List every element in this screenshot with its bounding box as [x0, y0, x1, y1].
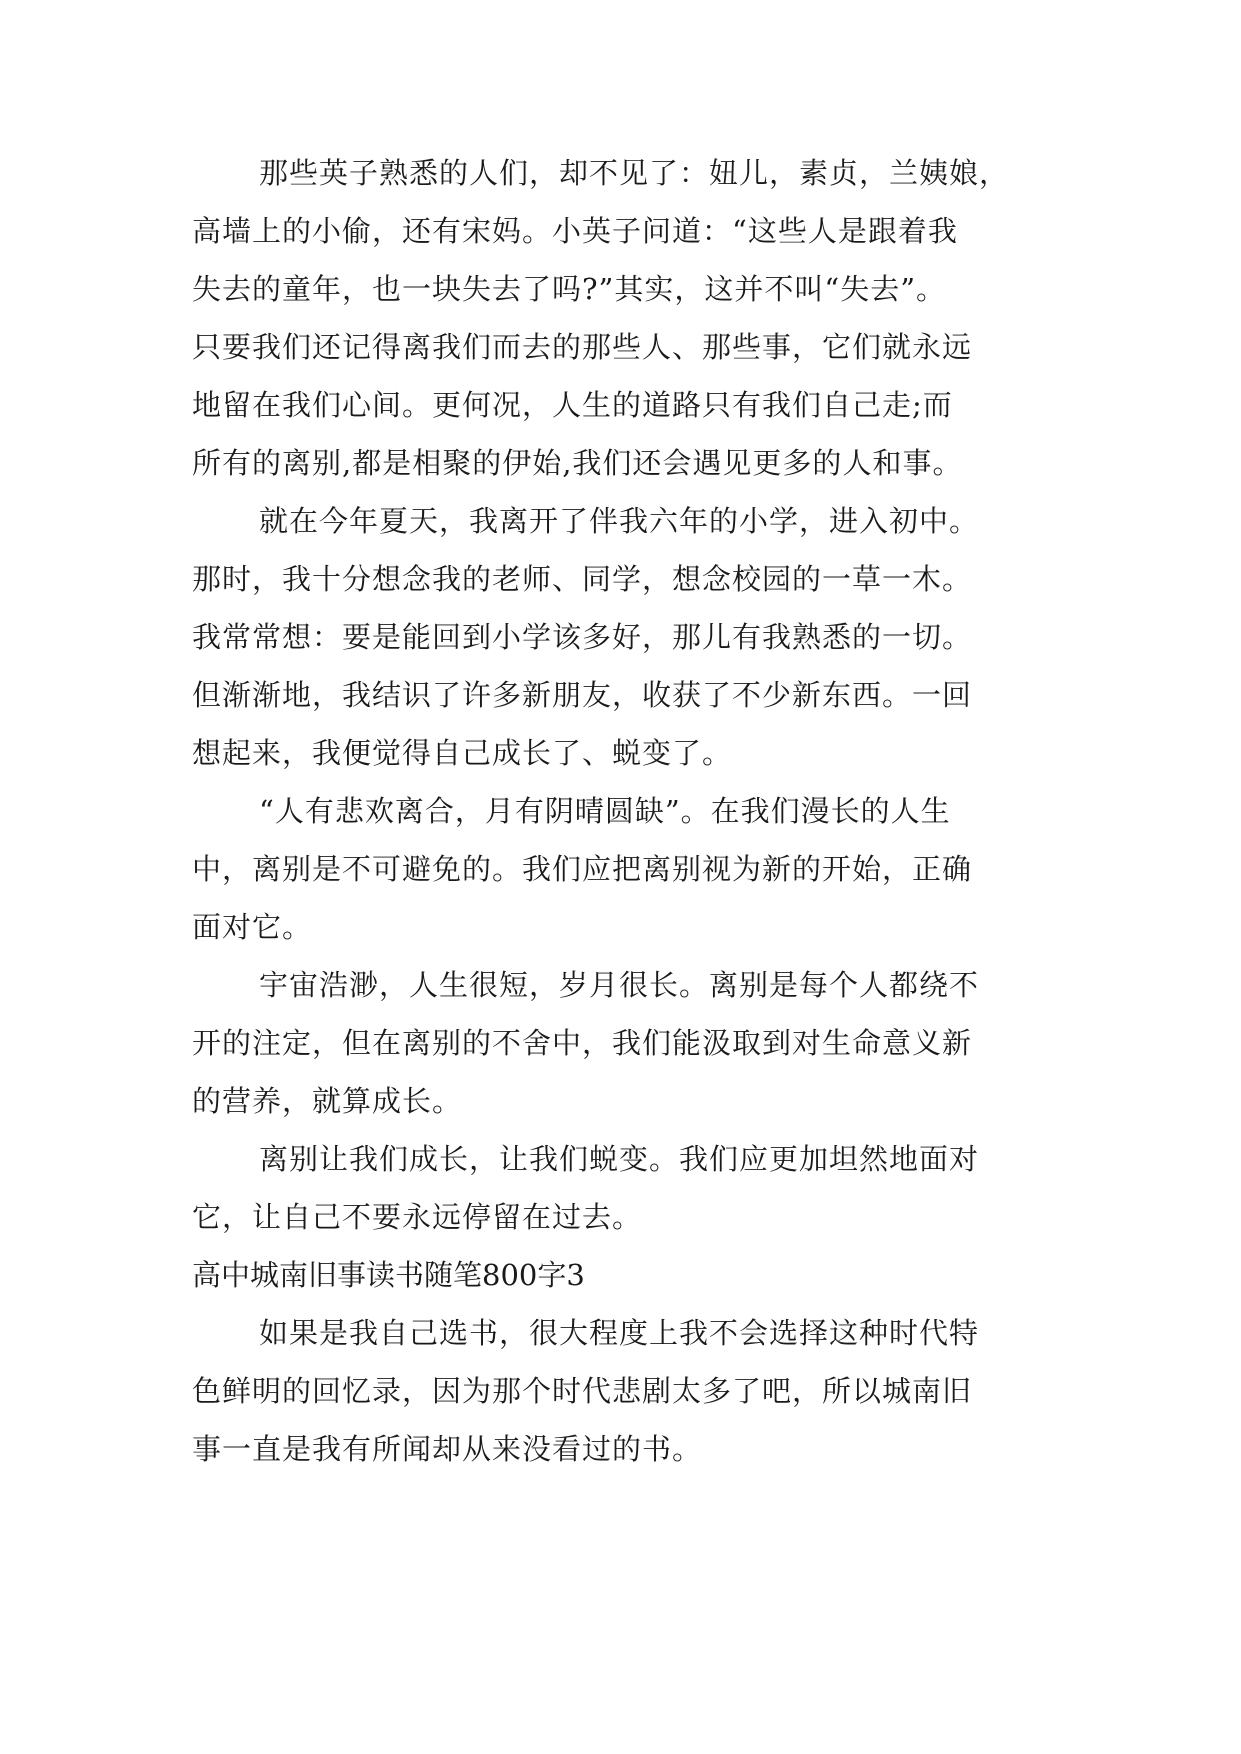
paragraph-line: 就在今年夏天，我离开了伴我六年的小学，进入初中。 [259, 504, 980, 538]
paragraph-line: 失去的童年，也一块失去了吗?”其实，这并不叫“失去”。 [192, 272, 947, 306]
section-heading: 高中城南旧事读书随笔800字3 [192, 1258, 585, 1292]
paragraph-line: 它，让自己不要永远停留在过去。 [192, 1200, 643, 1234]
paragraph-line: 色鲜明的回忆录，因为那个时代悲剧太多了吧，所以城南旧 [192, 1374, 973, 1408]
paragraph-line: 所有的离别,都是相聚的伊始,我们还会遇见更多的人和事。 [192, 446, 963, 480]
paragraph-line: 中，离别是不可避免的。我们应把离别视为新的开始，正确 [192, 852, 973, 886]
paragraph-line: 面对它。 [192, 910, 313, 944]
paragraph-line: 如果是我自己选书，很大程度上我不会选择这种时代特 [259, 1316, 980, 1350]
paragraph-line: 离别让我们成长，让我们蜕变。我们应更加坦然地面对 [259, 1142, 980, 1176]
paragraph-line: 开的注定，但在离别的不舍中，我们能汲取到对生命意义新 [192, 1026, 973, 1060]
paragraph-line: 那时，我十分想念我的老师、同学，想念校园的一草一木。 [192, 562, 973, 596]
paragraph-line: 地留在我们心间。更何况，人生的道路只有我们自己走;而 [192, 388, 953, 422]
paragraph-line: 的营养，就算成长。 [192, 1084, 463, 1118]
paragraph-line: 宇宙浩渺，人生很短，岁月很长。离别是每个人都绕不 [259, 968, 980, 1002]
paragraph-line: 我常常想：要是能回到小学该多好，那儿有我熟悉的一切。 [192, 620, 973, 654]
paragraph-line: 事一直是我有所闻却从来没看过的书。 [192, 1432, 703, 1466]
paragraph-line: 高墙上的小偷，还有宋妈。小英子问道：“这些人是跟着我 [192, 214, 958, 248]
paragraph-line: “人有悲欢离合，月有阴晴圆缺”。在我们漫长的人生 [259, 794, 951, 828]
paragraph-line: 想起来，我便觉得自己成长了、蜕变了。 [192, 736, 733, 770]
paragraph-line: 但渐渐地，我结识了许多新朋友，收获了不少新东西。一回 [192, 678, 973, 712]
paragraph-line: 只要我们还记得离我们而去的那些人、那些事，它们就永远 [192, 330, 973, 364]
paragraph-line: 那些英子熟悉的人们，却不见了：妞儿，素贞，兰姨娘， [259, 156, 1010, 190]
